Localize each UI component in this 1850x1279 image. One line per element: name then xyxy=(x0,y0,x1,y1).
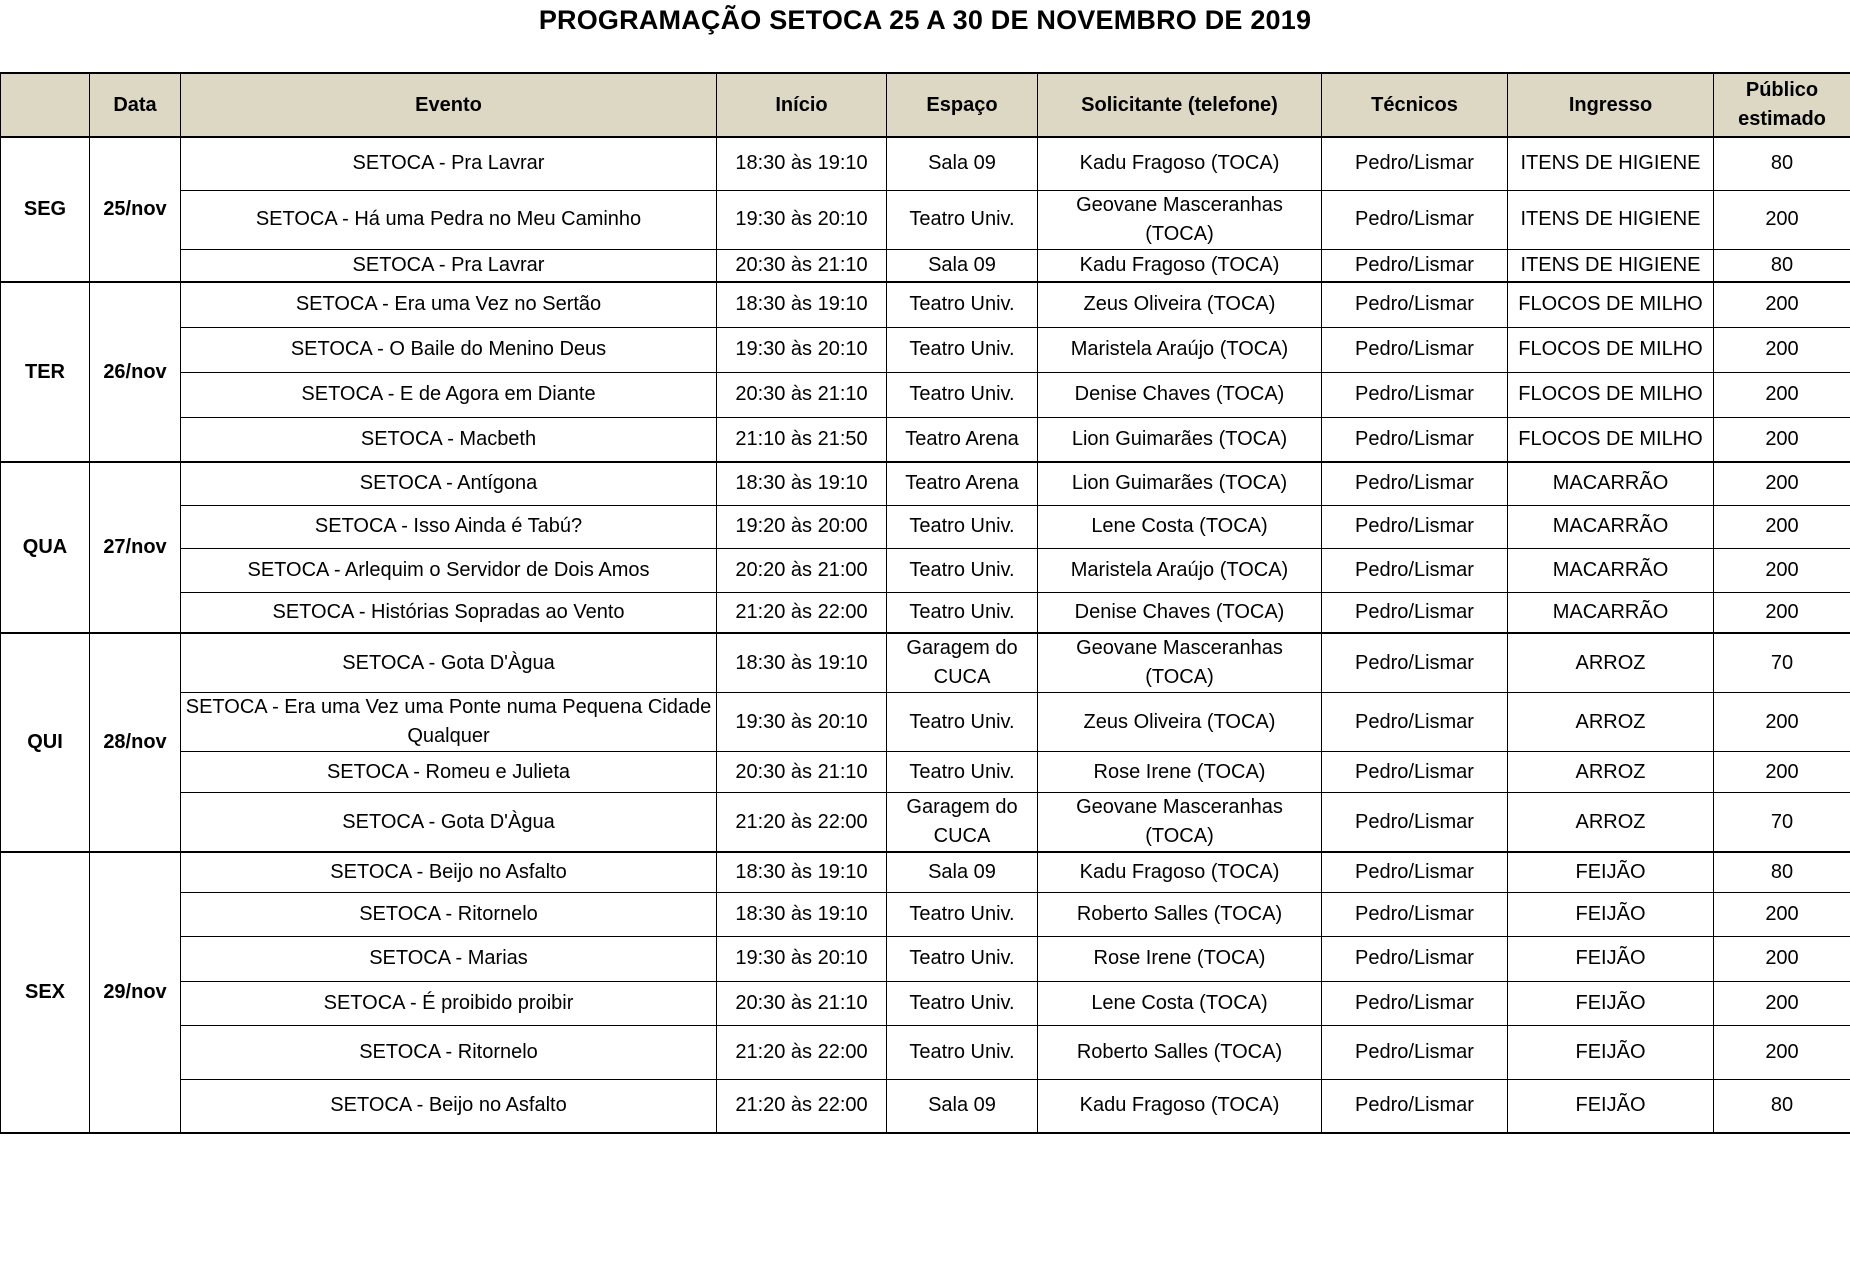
tecnicos-cell: Pedro/Lismar xyxy=(1322,752,1508,793)
evento-cell: SETOCA - Há uma Pedra no Meu Caminho xyxy=(181,190,717,249)
ingresso-cell: MACARRÃO xyxy=(1508,592,1714,633)
solicitante-cell: Rose Irene (TOCA) xyxy=(1038,936,1322,981)
inicio-cell: 20:30 às 21:10 xyxy=(717,249,887,282)
espaco-cell: Teatro Arena xyxy=(887,417,1038,462)
espaco-cell: Teatro Univ. xyxy=(887,892,1038,936)
publico-cell: 80 xyxy=(1714,137,1850,190)
publico-cell: 200 xyxy=(1714,505,1850,548)
inicio-cell: 18:30 às 19:10 xyxy=(717,892,887,936)
espaco-cell: Teatro Univ. xyxy=(887,981,1038,1025)
header-tecnicos: Técnicos xyxy=(1322,73,1508,137)
table-row xyxy=(1,1079,1850,1133)
espaco-cell: Teatro Arena xyxy=(887,462,1038,505)
solicitante-cell: Rose Irene (TOCA) xyxy=(1038,752,1322,793)
ingresso-cell: FEIJÃO xyxy=(1508,1079,1714,1133)
solicitante-cell: Maristela Araújo (TOCA) xyxy=(1038,327,1322,372)
ingresso-cell: FEIJÃO xyxy=(1508,936,1714,981)
publico-cell: 70 xyxy=(1714,793,1850,853)
espaco-cell: Teatro Univ. xyxy=(887,372,1038,417)
espaco-cell: Teatro Univ. xyxy=(887,1025,1038,1079)
evento-cell: SETOCA - Era uma Vez uma Ponte numa Pequena Cidade Qualquer xyxy=(181,693,717,752)
ingresso-cell: FEIJÃO xyxy=(1508,981,1714,1025)
evento-cell: SETOCA - Pra Lavrar xyxy=(181,249,717,282)
publico-cell: 80 xyxy=(1714,852,1850,892)
espaco-cell: Teatro Univ. xyxy=(887,505,1038,548)
ingresso-cell: MACARRÃO xyxy=(1508,505,1714,548)
evento-cell: SETOCA - E de Agora em Diante xyxy=(181,372,717,417)
solicitante-cell: Maristela Araújo (TOCA) xyxy=(1038,548,1322,592)
table-row xyxy=(1,372,1850,417)
publico-cell: 200 xyxy=(1714,327,1850,372)
evento-cell: SETOCA - Romeu e Julieta xyxy=(181,752,717,793)
table-row xyxy=(1,936,1850,981)
inicio-cell: 19:30 às 20:10 xyxy=(717,327,887,372)
solicitante-cell: Kadu Fragoso (TOCA) xyxy=(1038,137,1322,190)
tecnicos-cell: Pedro/Lismar xyxy=(1322,1079,1508,1133)
table-row xyxy=(1,327,1850,372)
tecnicos-cell: Pedro/Lismar xyxy=(1322,505,1508,548)
schedule-table xyxy=(0,72,1850,1134)
espaco-cell: Sala 09 xyxy=(887,137,1038,190)
solicitante-cell: Geovane Masceranhas (TOCA) xyxy=(1038,633,1322,693)
inicio-cell: 21:20 às 22:00 xyxy=(717,1079,887,1133)
day-cell: QUA xyxy=(1,462,90,633)
table-row xyxy=(1,1025,1850,1079)
day-group xyxy=(1,462,1850,633)
tecnicos-cell: Pedro/Lismar xyxy=(1322,981,1508,1025)
header-data: Data xyxy=(90,73,181,137)
table-row xyxy=(1,793,1850,853)
header-espaco: Espaço xyxy=(887,73,1038,137)
solicitante-cell: Kadu Fragoso (TOCA) xyxy=(1038,249,1322,282)
table-row xyxy=(1,752,1850,793)
tecnicos-cell: Pedro/Lismar xyxy=(1322,137,1508,190)
inicio-cell: 19:30 às 20:10 xyxy=(717,190,887,249)
table-row xyxy=(1,852,1850,892)
evento-cell: SETOCA - O Baile do Menino Deus xyxy=(181,327,717,372)
solicitante-cell: Denise Chaves (TOCA) xyxy=(1038,372,1322,417)
solicitante-cell: Roberto Salles (TOCA) xyxy=(1038,1025,1322,1079)
tecnicos-cell: Pedro/Lismar xyxy=(1322,693,1508,752)
header-evento: Evento xyxy=(181,73,717,137)
header-publico: Público estimado xyxy=(1714,73,1850,137)
day-group xyxy=(1,137,1850,282)
publico-cell: 70 xyxy=(1714,633,1850,693)
solicitante-cell: Lene Costa (TOCA) xyxy=(1038,505,1322,548)
inicio-cell: 18:30 às 19:10 xyxy=(717,282,887,327)
ingresso-cell: FEIJÃO xyxy=(1508,1025,1714,1079)
ingresso-cell: FEIJÃO xyxy=(1508,892,1714,936)
espaco-cell: Teatro Univ. xyxy=(887,548,1038,592)
evento-cell: SETOCA - É proibido proibir xyxy=(181,981,717,1025)
publico-cell: 200 xyxy=(1714,190,1850,249)
evento-cell: SETOCA - Arlequim o Servidor de Dois Amos xyxy=(181,548,717,592)
tecnicos-cell: Pedro/Lismar xyxy=(1322,793,1508,853)
tecnicos-cell: Pedro/Lismar xyxy=(1322,852,1508,892)
tecnicos-cell: Pedro/Lismar xyxy=(1322,633,1508,693)
publico-cell: 200 xyxy=(1714,548,1850,592)
publico-cell: 200 xyxy=(1714,693,1850,752)
header-ingresso: Ingresso xyxy=(1508,73,1714,137)
ingresso-cell: FLOCOS DE MILHO xyxy=(1508,282,1714,327)
solicitante-cell: Zeus Oliveira (TOCA) xyxy=(1038,693,1322,752)
table-row xyxy=(1,462,1850,505)
ingresso-cell: FLOCOS DE MILHO xyxy=(1508,372,1714,417)
publico-cell: 200 xyxy=(1714,462,1850,505)
date-cell: 25/nov xyxy=(90,137,181,282)
evento-cell: SETOCA - Pra Lavrar xyxy=(181,137,717,190)
inicio-cell: 20:30 às 21:10 xyxy=(717,372,887,417)
day-cell: QUI xyxy=(1,633,90,852)
date-cell: 29/nov xyxy=(90,852,181,1133)
inicio-cell: 18:30 às 19:10 xyxy=(717,462,887,505)
inicio-cell: 20:20 às 21:00 xyxy=(717,548,887,592)
table-row xyxy=(1,693,1850,752)
publico-cell: 80 xyxy=(1714,249,1850,282)
publico-cell: 200 xyxy=(1714,981,1850,1025)
tecnicos-cell: Pedro/Lismar xyxy=(1322,327,1508,372)
evento-cell: SETOCA - Gota D'Àgua xyxy=(181,793,717,853)
table-row xyxy=(1,282,1850,327)
table-row xyxy=(1,137,1850,190)
evento-cell: SETOCA - Gota D'Àgua xyxy=(181,633,717,693)
espaco-cell: Teatro Univ. xyxy=(887,936,1038,981)
espaco-cell: Sala 09 xyxy=(887,1079,1038,1133)
espaco-cell: Garagem do CUCA xyxy=(887,633,1038,693)
day-cell: SEX xyxy=(1,852,90,1133)
day-group xyxy=(1,633,1850,852)
publico-cell: 200 xyxy=(1714,752,1850,793)
date-cell: 27/nov xyxy=(90,462,181,633)
publico-cell: 200 xyxy=(1714,1025,1850,1079)
tecnicos-cell: Pedro/Lismar xyxy=(1322,462,1508,505)
tecnicos-cell: Pedro/Lismar xyxy=(1322,417,1508,462)
ingresso-cell: ITENS DE HIGIENE xyxy=(1508,190,1714,249)
ingresso-cell: ARROZ xyxy=(1508,752,1714,793)
evento-cell: SETOCA - Antígona xyxy=(181,462,717,505)
evento-cell: SETOCA - Macbeth xyxy=(181,417,717,462)
solicitante-cell: Lene Costa (TOCA) xyxy=(1038,981,1322,1025)
espaco-cell: Teatro Univ. xyxy=(887,693,1038,752)
evento-cell: SETOCA - Beijo no Asfalto xyxy=(181,852,717,892)
inicio-cell: 18:30 às 19:10 xyxy=(717,633,887,693)
publico-cell: 200 xyxy=(1714,282,1850,327)
publico-cell: 200 xyxy=(1714,936,1850,981)
inicio-cell: 20:30 às 21:10 xyxy=(717,981,887,1025)
tecnicos-cell: Pedro/Lismar xyxy=(1322,936,1508,981)
ingresso-cell: ARROZ xyxy=(1508,793,1714,853)
tecnicos-cell: Pedro/Lismar xyxy=(1322,282,1508,327)
table-row xyxy=(1,981,1850,1025)
header-inicio: Início xyxy=(717,73,887,137)
evento-cell: SETOCA - Ritornelo xyxy=(181,1025,717,1079)
evento-cell: SETOCA - Ritornelo xyxy=(181,892,717,936)
table-row xyxy=(1,892,1850,936)
tecnicos-cell: Pedro/Lismar xyxy=(1322,190,1508,249)
espaco-cell: Teatro Univ. xyxy=(887,190,1038,249)
tecnicos-cell: Pedro/Lismar xyxy=(1322,548,1508,592)
day-group xyxy=(1,282,1850,462)
publico-cell: 80 xyxy=(1714,1079,1850,1133)
ingresso-cell: ITENS DE HIGIENE xyxy=(1508,249,1714,282)
ingresso-cell: FLOCOS DE MILHO xyxy=(1508,417,1714,462)
table-row xyxy=(1,249,1850,282)
solicitante-cell: Lion Guimarães (TOCA) xyxy=(1038,462,1322,505)
tecnicos-cell: Pedro/Lismar xyxy=(1322,1025,1508,1079)
espaco-cell: Teatro Univ. xyxy=(887,592,1038,633)
inicio-cell: 19:30 às 20:10 xyxy=(717,936,887,981)
espaco-cell: Sala 09 xyxy=(887,852,1038,892)
date-cell: 28/nov xyxy=(90,633,181,852)
espaco-cell: Sala 09 xyxy=(887,249,1038,282)
ingresso-cell: ARROZ xyxy=(1508,693,1714,752)
publico-cell: 200 xyxy=(1714,892,1850,936)
day-cell: SEG xyxy=(1,137,90,282)
tecnicos-cell: Pedro/Lismar xyxy=(1322,372,1508,417)
solicitante-cell: Geovane Masceranhas (TOCA) xyxy=(1038,190,1322,249)
evento-cell: SETOCA - Beijo no Asfalto xyxy=(181,1079,717,1133)
inicio-cell: 21:20 às 22:00 xyxy=(717,793,887,853)
table-row xyxy=(1,417,1850,462)
espaco-cell: Teatro Univ. xyxy=(887,752,1038,793)
day-cell: TER xyxy=(1,282,90,462)
table-row xyxy=(1,190,1850,249)
solicitante-cell: Roberto Salles (TOCA) xyxy=(1038,892,1322,936)
tecnicos-cell: Pedro/Lismar xyxy=(1322,592,1508,633)
solicitante-cell: Kadu Fragoso (TOCA) xyxy=(1038,1079,1322,1133)
ingresso-cell: ARROZ xyxy=(1508,633,1714,693)
table-row xyxy=(1,548,1850,592)
tecnicos-cell: Pedro/Lismar xyxy=(1322,249,1508,282)
header-day xyxy=(1,73,90,137)
inicio-cell: 21:20 às 22:00 xyxy=(717,1025,887,1079)
publico-cell: 200 xyxy=(1714,372,1850,417)
day-group xyxy=(1,852,1850,1133)
date-cell: 26/nov xyxy=(90,282,181,462)
ingresso-cell: MACARRÃO xyxy=(1508,548,1714,592)
ingresso-cell: MACARRÃO xyxy=(1508,462,1714,505)
table-row xyxy=(1,633,1850,693)
solicitante-cell: Kadu Fragoso (TOCA) xyxy=(1038,852,1322,892)
inicio-cell: 19:20 às 20:00 xyxy=(717,505,887,548)
espaco-cell: Teatro Univ. xyxy=(887,282,1038,327)
solicitante-cell: Zeus Oliveira (TOCA) xyxy=(1038,282,1322,327)
solicitante-cell: Denise Chaves (TOCA) xyxy=(1038,592,1322,633)
table-row xyxy=(1,505,1850,548)
ingresso-cell: FEIJÃO xyxy=(1508,852,1714,892)
header-row xyxy=(1,73,1850,137)
publico-cell: 200 xyxy=(1714,417,1850,462)
table-row xyxy=(1,592,1850,633)
solicitante-cell: Lion Guimarães (TOCA) xyxy=(1038,417,1322,462)
evento-cell: SETOCA - Isso Ainda é Tabú? xyxy=(181,505,717,548)
evento-cell: SETOCA - Marias xyxy=(181,936,717,981)
publico-cell: 200 xyxy=(1714,592,1850,633)
page-title: PROGRAMAÇÃO SETOCA 25 A 30 DE NOVEMBRO DE 2019 xyxy=(538,5,1312,35)
inicio-cell: 18:30 às 19:10 xyxy=(717,137,887,190)
inicio-cell: 18:30 às 19:10 xyxy=(717,852,887,892)
inicio-cell: 21:20 às 22:00 xyxy=(717,592,887,633)
inicio-cell: 19:30 às 20:10 xyxy=(717,693,887,752)
evento-cell: SETOCA - Era uma Vez no Sertão xyxy=(181,282,717,327)
inicio-cell: 21:10 às 21:50 xyxy=(717,417,887,462)
ingresso-cell: FLOCOS DE MILHO xyxy=(1508,327,1714,372)
espaco-cell: Teatro Univ. xyxy=(887,327,1038,372)
tecnicos-cell: Pedro/Lismar xyxy=(1322,892,1508,936)
evento-cell: SETOCA - Histórias Sopradas ao Vento xyxy=(181,592,717,633)
inicio-cell: 20:30 às 21:10 xyxy=(717,752,887,793)
solicitante-cell: Geovane Masceranhas (TOCA) xyxy=(1038,793,1322,853)
espaco-cell: Garagem do CUCA xyxy=(887,793,1038,853)
header-solicitante: Solicitante (telefone) xyxy=(1038,73,1322,137)
ingresso-cell: ITENS DE HIGIENE xyxy=(1508,137,1714,190)
